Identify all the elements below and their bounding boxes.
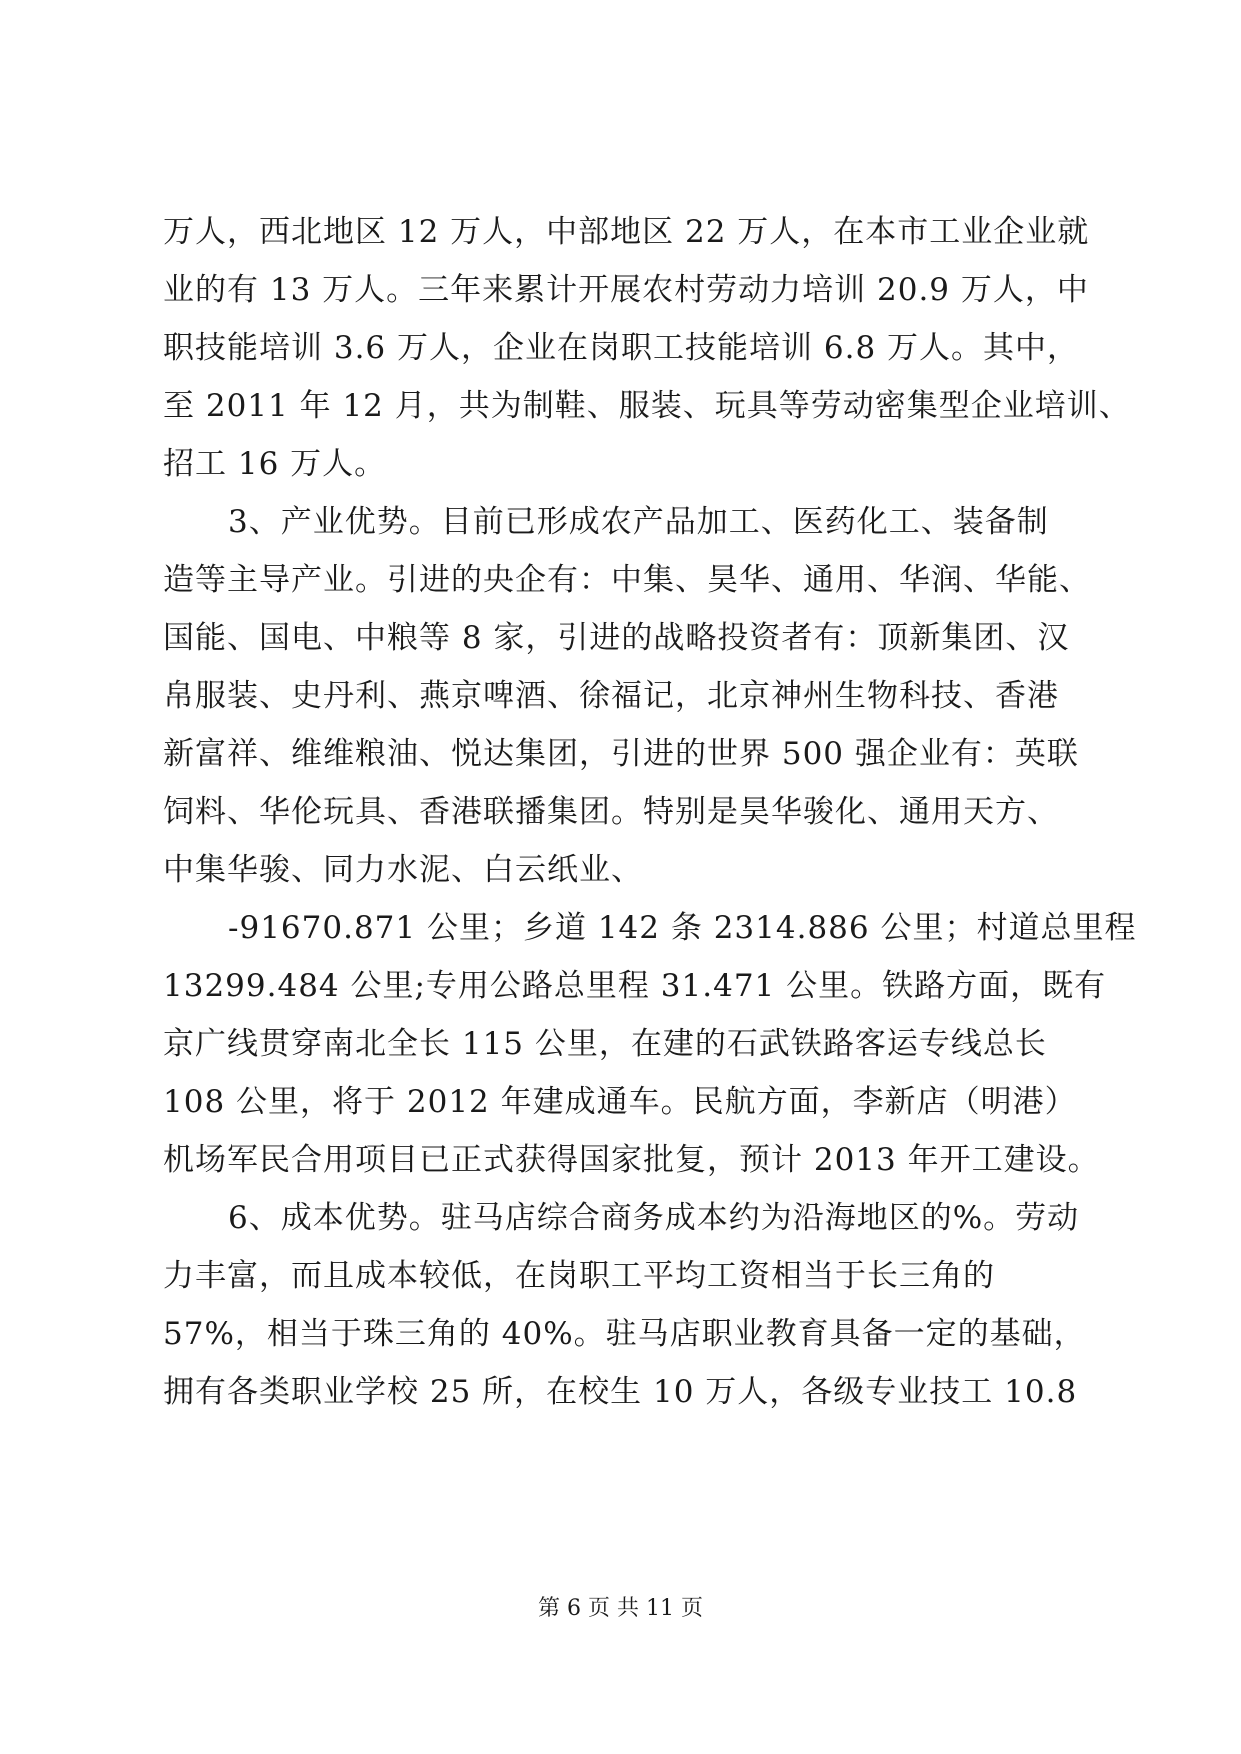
paragraph-first-line: 3、产业优势。目前已形成农产品加工、医药化工、装备制 bbox=[228, 504, 1049, 540]
text-line: 京广线贯穿南北全长 115 公里，在建的石武铁路客运专线总长 bbox=[163, 1026, 1047, 1062]
text-line: 至 2011 年 12 月，共为制鞋、服装、玩具等劳动密集型企业培训、 bbox=[163, 388, 1131, 424]
text-line: 新富祥、维维粮油、悦达集团，引进的世界 500 强企业有：英联 bbox=[163, 736, 1079, 772]
text-line: 业的有 13 万人。三年来累计开展农村劳动力培训 20.9 万人，中 bbox=[163, 272, 1089, 308]
text-line: 国能、国电、中粮等 8 家，引进的战略投资者有：顶新集团、汉 bbox=[163, 620, 1070, 656]
text-line: 108 公里，将于 2012 年建成通车。民航方面，李新店（明港） bbox=[163, 1084, 1077, 1120]
page-number-footer: 第 6 页 共 11 页 bbox=[538, 1596, 703, 1621]
text-line: 帛服装、史丹利、燕京啤酒、徐福记，北京神州生物科技、香港 bbox=[163, 678, 1059, 714]
text-line: 中集华骏、同力水泥、白云纸业、 bbox=[163, 852, 643, 888]
text-line: 57%，相当于珠三角的 40%。驻马店职业教育具备一定的基础， bbox=[163, 1316, 1086, 1352]
paragraph-first-line: -91670.871 公里；乡道 142 条 2314.886 公里；村道总里程 bbox=[228, 910, 1137, 946]
paragraph-first-line: 6、成本优势。驻马店综合商务成本约为沿海地区的%。劳动 bbox=[228, 1200, 1080, 1236]
text-line: 职技能培训 3.6 万人，企业在岗职工技能培训 6.8 万人。其中， bbox=[163, 330, 1080, 366]
text-line: 造等主导产业。引进的央企有：中集、昊华、通用、华润、华能、 bbox=[163, 562, 1091, 598]
text-line: 拥有各类职业学校 25 所，在校生 10 万人，各级专业技工 10.8 bbox=[163, 1374, 1078, 1410]
text-line: 机场军民合用项目已正式获得国家批复，预计 2013 年开工建设。 bbox=[163, 1142, 1100, 1178]
text-line: 万人，西北地区 12 万人，中部地区 22 万人，在本市工业企业就 bbox=[163, 214, 1090, 250]
text-line: 招工 16 万人。 bbox=[163, 446, 387, 482]
text-line: 力丰富，而且成本较低，在岗职工平均工资相当于长三角的 bbox=[163, 1258, 995, 1294]
text-line: 饲料、华伦玩具、香港联播集团。特别是昊华骏化、通用天方、 bbox=[163, 794, 1059, 830]
text-line: 13299.484 公里;专用公路总里程 31.471 公里。铁路方面，既有 bbox=[163, 968, 1107, 1004]
